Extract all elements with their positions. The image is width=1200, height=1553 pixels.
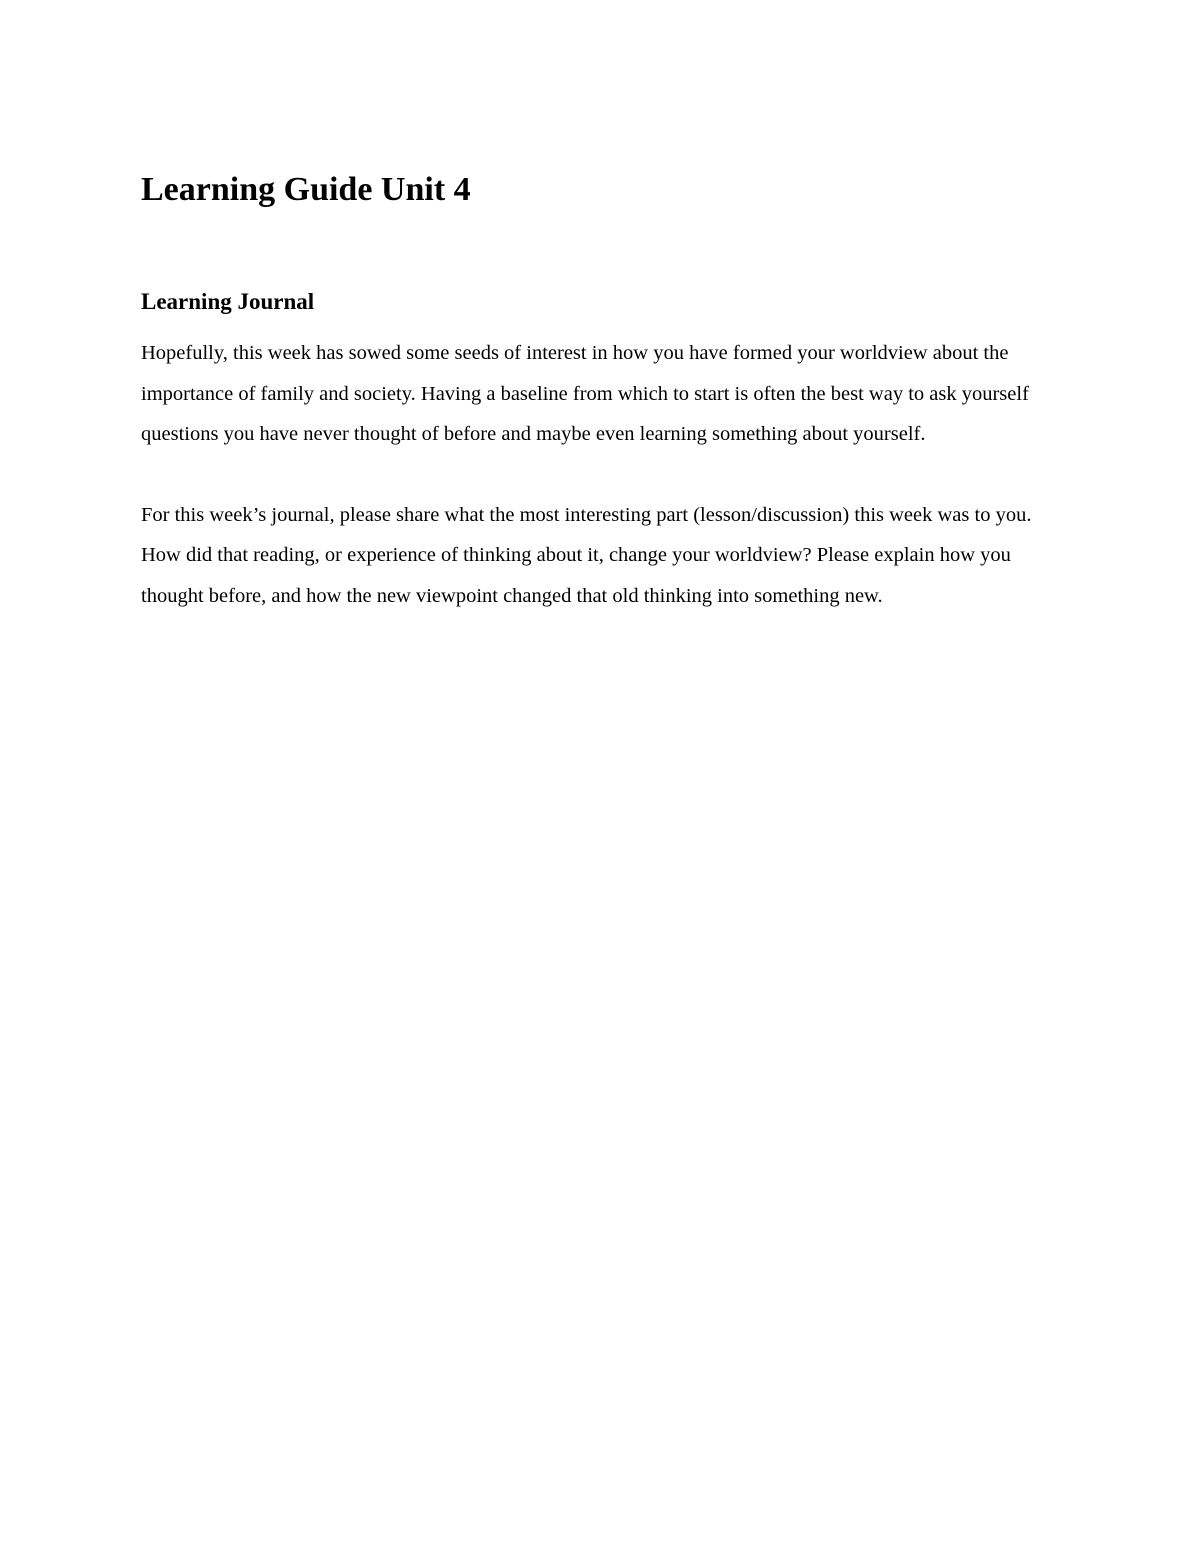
section-heading-learning-journal: Learning Journal [141, 289, 315, 314]
body-paragraph-prompt: For this week’s journal, please share what the most interesting part (lesson/discussion) this week was to you. How did that reading, or experience of thinking about it, change your worldview? Please explain how you thought before, and how the new viewpoint changed that old thinking into something new. [141, 503, 1032, 607]
body-paragraph-intro: Hopefully, this week has sowed some seeds of interest in how you have formed your worldview about the importance of family and society. Having a baseline from which to start is often the best way to ask yourself questions you have never thought of before and maybe even learning something about yourself. [141, 342, 1029, 445]
document-content [141, 168, 1061, 616]
document-title: Learning Guide Unit 4 [141, 171, 471, 208]
